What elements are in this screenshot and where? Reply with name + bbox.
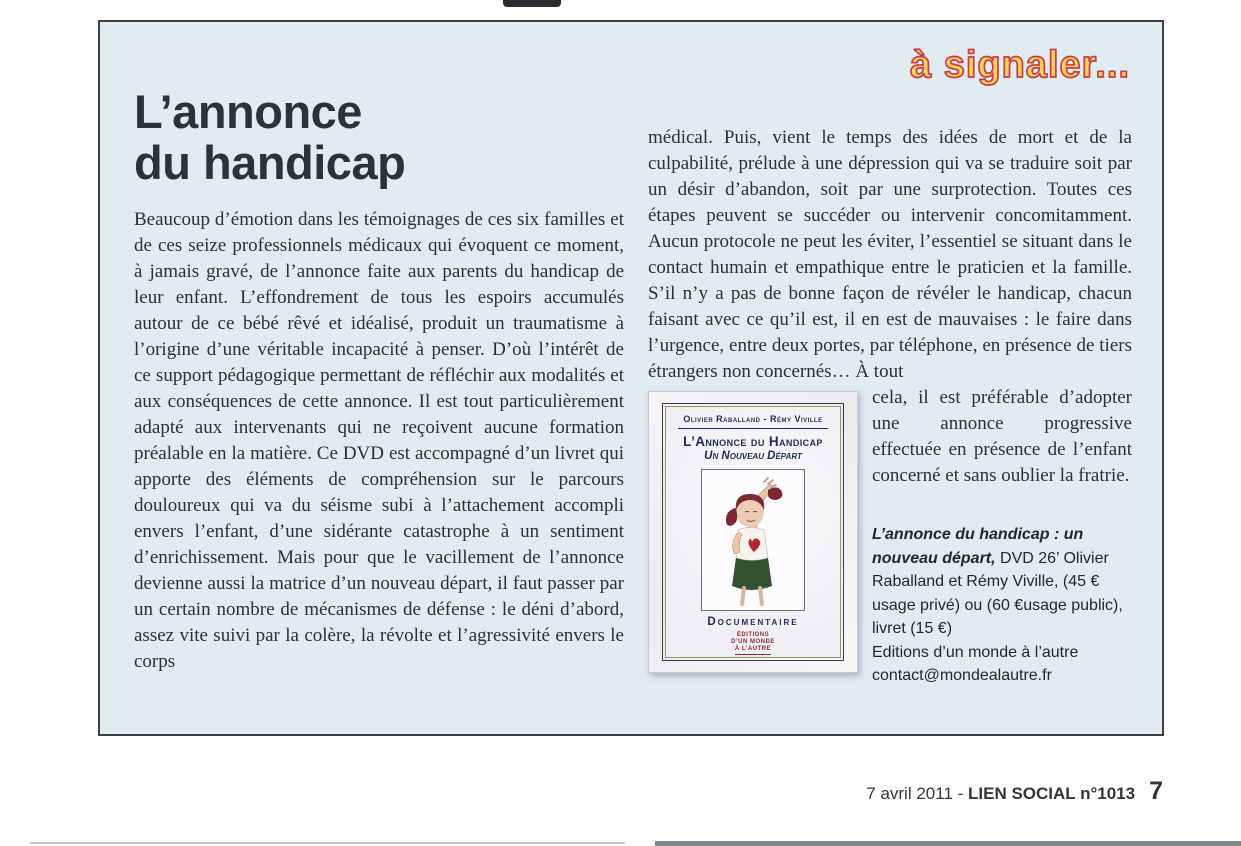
dvd-publisher-logo: ÉDITIONS D’UN MONDE À L’AUTRE (666, 632, 840, 655)
caption-contact: contact@mondealautre.fr (872, 667, 1052, 684)
dvd-subtitle: Un Nouveau Départ (704, 450, 802, 462)
footer-page-number: 7 (1149, 777, 1163, 805)
dvd-illustration-girl (701, 469, 805, 611)
article-title-line2: du handicap (134, 136, 406, 189)
column-right (648, 86, 1132, 688)
dvd-cover (648, 391, 858, 673)
article-title-line1: L’annonce (134, 85, 362, 138)
scan-edge-artifact-right (655, 841, 1241, 846)
article-text-col2-part1: médical. Puis, vient le temps des idées de mort et de la culpabilité, prélude à une dépression qui va se traduire soit par un désir d’abandon, soit par une surprotection. Toutes ces étapes peuvent se succéder ou intervenir concomitamment. Aucun protocole ne peut les éviter, l’essentiel se situant dans le contact humain et empathique entre le praticien et la famille. S’il n’y a pas de bonne façon de révéler le handicap, chacun faisant avec ce qu’il est, il en est de mauvaises : le faire dans l’urgence, entre deux portes, par téléphone, en présence de tiers étrangers non concernés… À tout (648, 127, 1132, 382)
article-text-col1: Beaucoup d’émotion dans les témoignages de ces six familles et de ces seize professionnels médicaux qui évoquent ce moment, à jamais gravé, de l’annonce faite aux parents du handicap de leur enfant. L’effondrement de tous les espoirs accumulés autour de ce bébé rêvé et idéalisé, produit un traumatisme à l’origine d’une véritable incapacité à penser. D’où l’intérêt de ce support pédagogique permettant de réfléchir aux modalités et aux conséquences de cette annonce. Il est tout particulièrement adapté aux intervenants qui ne reçoivent aucune formation préalable en la matière. Ce DVD est accompagné d’un livret qui apporte des éléments de compréhension sur le parcours douloureux qui va du séisme subi à l’attachement accompli envers l’enfant, d’une sidérante catastrophe à un sentiment d’enrichissement. Mais pour que le vacillement de l’annonce devienne aussi la matrice d’un nouveau départ, il faut passer par un certain nombre de mécanismes de défense : le déni d’abord, assez vite suivi par la colère, la révolte et l’agressivité envers le corps (134, 209, 624, 672)
footer-magazine: LIEN SOCIAL n°1013 (968, 784, 1136, 803)
dvd-genre: Documentaire (707, 616, 799, 628)
column-left (134, 86, 624, 688)
scan-smudge (503, 0, 561, 7)
caption-publisher: Editions d’un monde à l’autre (872, 643, 1079, 661)
dvd-title: L’Annonce du Handicap (683, 434, 823, 449)
dvd-rule (678, 428, 828, 429)
footer-date: 7 avril 2011 - (866, 784, 968, 803)
caption-title: L’annonce du handicap : un nouveau départ, (872, 526, 1084, 567)
article-text-col2-part2: cela, il est préférable d’adopter une annonce progressive effectuée en présence de l’enfant concerné et sans oublier la fratrie. (872, 387, 1132, 486)
section-label: à signaler... (910, 44, 1130, 86)
scan-edge-artifact-left (30, 842, 625, 844)
dvd-authors: Olivier Raballand - Rémy Viville (683, 414, 823, 424)
girl-drawing-icon (702, 470, 804, 610)
dvd-cover-frame (662, 403, 844, 661)
caption-details: DVD 26’ Olivier Raballand et Rémy Viville, (45 € usage privé) ou (60 €usage public), livret (15 €) (872, 549, 1123, 637)
article-panel (98, 20, 1164, 736)
page-footer (866, 777, 1163, 806)
article-title (134, 86, 624, 188)
article-columns (134, 86, 1132, 688)
